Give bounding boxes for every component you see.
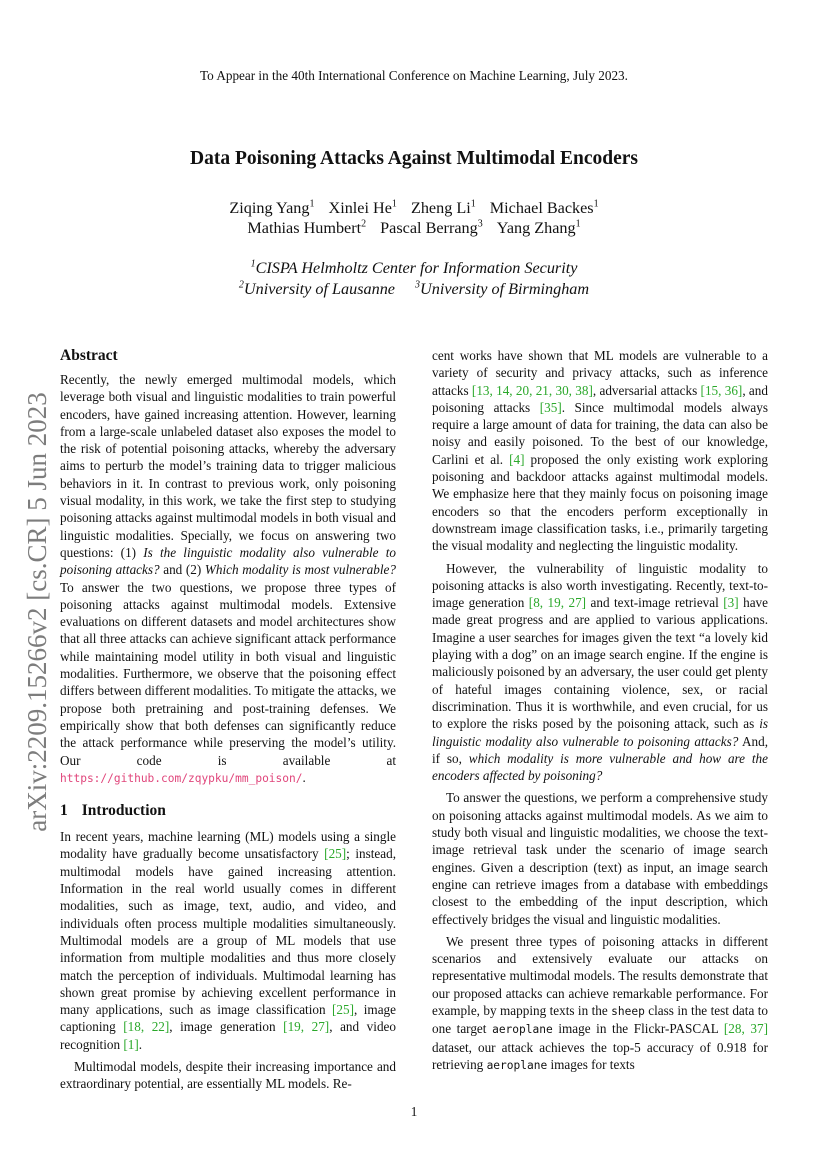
intro-paragraph-2: Multimodal models, despite their increasing importance and extraordinary potential, are essentially ML models. Re-: [60, 1058, 396, 1092]
introduction-heading: 1 Introduction: [60, 802, 166, 820]
affiliation: $^3$University of Birmingham: [415, 279, 590, 298]
citation-link[interactable]: [25]: [324, 846, 347, 862]
conference-note: To Appear in the 40th International Conference on Machine Learning, July 2023.: [200, 68, 628, 83]
citation-link[interactable]: [35]: [539, 399, 562, 415]
code-link[interactable]: https://github.com/zqypku/mm_poison/: [60, 771, 303, 785]
citation-link[interactable]: [4]: [509, 451, 525, 467]
citation-link[interactable]: [3]: [723, 595, 739, 611]
affiliation: $^1$CISPA Helmholtz Center for Information Security: [250, 258, 578, 277]
paper-title: Data Poisoning Attacks Against Multimodal Encoders: [190, 148, 638, 169]
author: Zheng Li$^1$: [410, 198, 476, 217]
citation-link[interactable]: [15, 36]: [700, 382, 743, 398]
citation-link[interactable]: [18, 22]: [123, 1019, 170, 1035]
arxiv-identifier-text: arXiv:2209.15266v2 [cs.CR] 5 Jun 2023: [22, 392, 52, 832]
left-column: [60, 346, 396, 1093]
abstract-body: Recently, the newly emerged multimodal models, which leverage both visual and linguistic modalities to train powerful encoders, have gained increasing attention. However, learning from a large-scale unlabeled dataset also exposes the model to the risk of potential poisoning attacks, whereby the adversary aims to perturb the model’s training data to trigger malicious behaviors in it. In contrast to previous work, only poisoning visual modality, in this work, we take the first step to studying poisoning attacks against multimodal models in both visual and linguistic modalities. Specially, we focus on answering two questions: (1) Is the linguistic modality also vulnerable to poisoning attacks? and (2) Which modality is most vulnerable? To answer the two questions, we propose three types of poisoning attacks against multimodal models. Extensive evaluations on different datasets and model architectures show that all three attacks can achieve significant attack performance while maintaining model utility in both visual and linguistic modalities. Furthermore, we observe that the poisoning effect differs between different modalities. To mitigate the attacks, we propose both pretraining and post-training defenses. We empirically show that both defenses can significantly reduce the attack performance while preserving the model’s utility. Our code is available at https://github.com/zqypku/mm_poison/.: [60, 372, 396, 785]
author: Pascal Berrang$^3$: [380, 218, 483, 237]
author-list: [0, 198, 828, 238]
page-number: 1: [410, 1104, 418, 1119]
arxiv-identifier: [20, 376, 54, 848]
author: Ziqing Yang$^1$: [229, 198, 315, 217]
author: Xinlei He$^1$: [328, 198, 397, 217]
author-row-2: [0, 218, 828, 238]
affiliations: [0, 258, 828, 300]
right-column: [432, 347, 768, 1074]
citation-link[interactable]: [1]: [123, 1036, 139, 1052]
citation-link[interactable]: [19, 27]: [283, 1019, 330, 1035]
author-row-1: [0, 198, 828, 218]
intro-paragraph-1: In recent years, machine learning (ML) models using a single modality have gradually become unsatisfactory [25]; instead, multimodal models have gained increasing attention. Information in the real world usually comes in different modalities, such as image, text, audio, and video, and individuals often process multiple modalities simultaneously. Multimodal models are a group of ML models that use information from multiple modalities and thus more closely match the perception of individuals. Multimodal learning has shown great promise by achieving excellent performance in many applications, such as image classification [25], image captioning [18, 22], image generation [19, 27], and video recognition [1].: [60, 829, 396, 1052]
author: Yang Zhang$^1$: [496, 218, 581, 237]
citation-link[interactable]: [13, 14, 20, 21, 30, 38]: [471, 382, 593, 398]
affiliation-row-1: [0, 258, 828, 279]
abstract-heading: Abstract: [60, 347, 118, 364]
citation-link[interactable]: [28, 37]: [723, 1021, 768, 1037]
author: Michael Backes$^1$: [489, 198, 599, 217]
intro-paragraph-5: We present three types of poisoning attacks in different scenarios and extensively evaluate our attacks on representative multimodal models. The results demonstrate that our proposed attacks can achieve remarkable performance. For example, by mapping texts in the sheep class in the test data to one target aeroplane image in the Flickr-PASCAL [28, 37] dataset, our attack achieves the top-5 accuracy of 0.918 for retrieving aeroplane images for texts: [432, 933, 768, 1072]
intro-paragraph-3: However, the vulnerability of linguistic modality to poisoning attacks is also worth investigating. Recently, text-to-image generation [8, 19, 27] and text-image retrieval [3] have made great progress and are applied to various applications. Imagine a user searches for images given the text “a lovely kid playing with a dog” on an image search engine. If the engine is maliciously poisoned by an adversary, the user could get plenty of hateful images containing violence, sex, or racial discrimination. Thus it is worthwhile, and even crucial, for us to explore the risks posed by the poisoning attack, such as is linguistic modality also vulnerable to poisoning attacks? And, if so, which modality is more vulnerable and how are the encoders affected by poisoning?: [432, 560, 769, 784]
author: Mathias Humbert$^2$: [247, 218, 367, 237]
citation-link[interactable]: [8, 19, 27]: [528, 595, 587, 611]
intro-paragraph-4: To answer the questions, we perform a comprehensive study on poisoning attacks against multimodal models. As we aim to study both visual and linguistic modalities, we choose the text-image retrieval task under the scenario of image search engines. Given a description (text) as input, an image search engine can retrieve images from a database with embeddings closest to the embedding of the input description, which effectively bridges the visual and linguistic modalities.: [432, 790, 768, 927]
intro-paragraph-continued: cent works have shown that ML models are vulnerable to a variety of security and privacy attacks, such as inference attacks [13, 14, 20, 21, 30, 38], adversarial attacks [15, 36], and poisoning attacks [35]. Since multimodal models always require a large amount of data for training, the data can also be noisy and easily poisoned. To the best of our knowledge, Carlini et al. [4] proposed the only existing work exploring poisoning and backdoor attacks against multimodal models. We emphasize here that they mainly focus on poisoning image encoders so that the encoders perform exceptionally in downstream image classification tasks, i.e., primarily targeting the visual modality and neglecting the linguistic modality.: [432, 348, 769, 554]
citation-link[interactable]: [25]: [332, 1002, 355, 1018]
affiliation: $^2$University of Lausanne: [238, 279, 395, 298]
affiliation-row-2: [0, 279, 828, 300]
